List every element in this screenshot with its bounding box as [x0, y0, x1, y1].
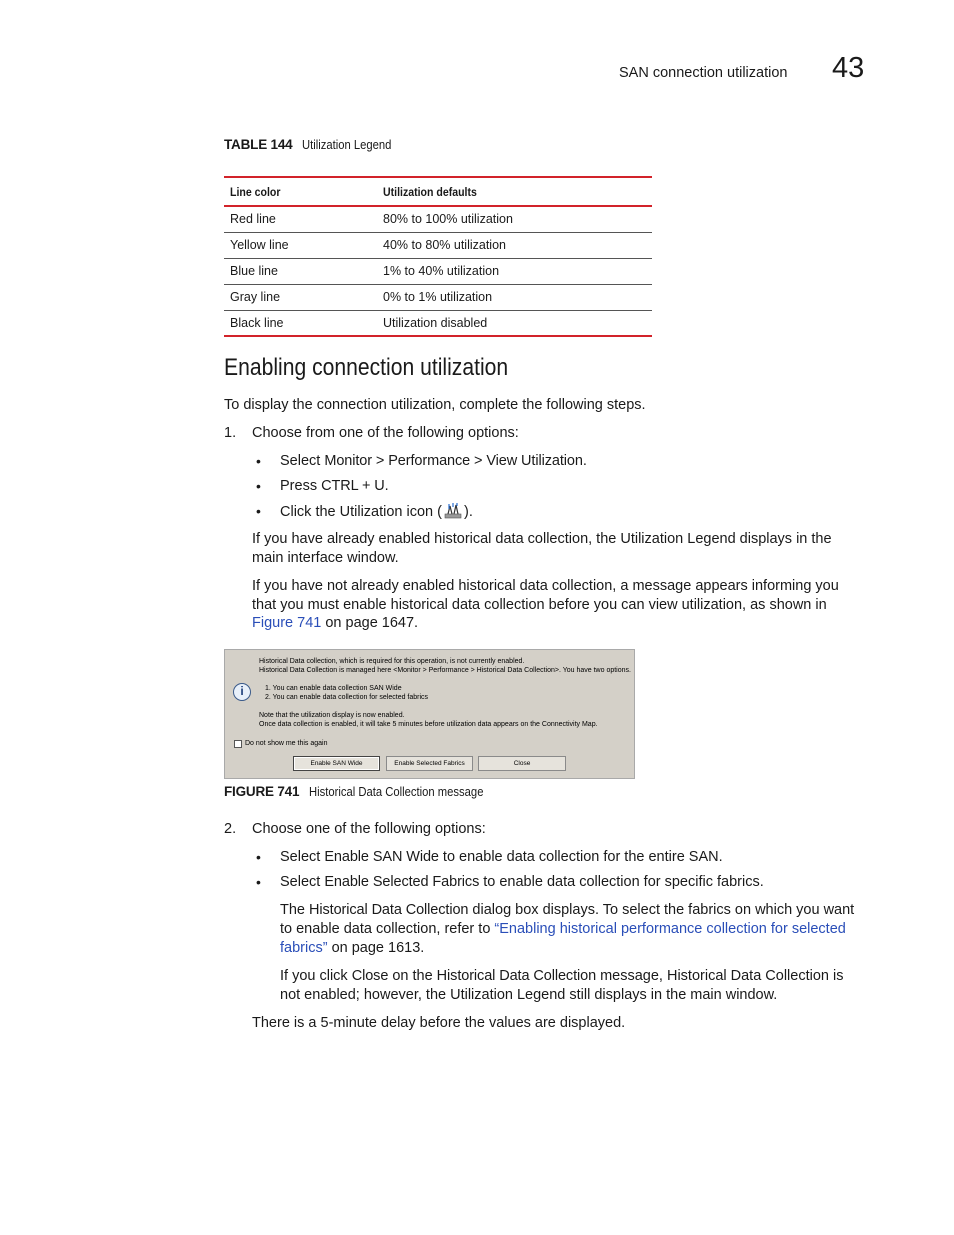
table-row: [224, 284, 652, 310]
table-row: [224, 310, 652, 336]
shortcut-text: CTRL + U: [321, 478, 385, 494]
figure-caption: [224, 783, 503, 799]
step-1-paragraph-1-line-1: If you have already enabled historical data collection, the Utilization Legend displays in the: [252, 531, 832, 547]
table-cell: Red line: [230, 212, 276, 227]
step-2-paragraph-1-line-2: to enable data collection, refer to “Enabling historical performance collection for selected: [280, 921, 846, 937]
figure-741-link[interactable]: Figure 741: [252, 615, 322, 631]
dialog-name-text: Historical Data Collection: [309, 902, 469, 918]
column-header-utilization-defaults: Utilization defaults: [383, 184, 477, 199]
step-1-paragraph-2-line-2: that you must enable historical data collection before you can view utilization, as shown in: [252, 597, 827, 613]
table-cell: Blue line: [230, 264, 278, 278]
utilization-legend-table: [224, 176, 652, 337]
info-icon: i: [233, 683, 251, 701]
dialog-message-line-1: Historical Data collection, which is required for this operation, is not currently enabled.: [259, 658, 525, 665]
table-cell: Gray line: [230, 290, 281, 304]
bullet-marker: •: [256, 874, 261, 890]
table-cell: 1% to 40% utilization: [383, 264, 500, 278]
step-2-bullet-1: Select Enable SAN Wide to enable data collection for the entire SAN.: [280, 849, 723, 865]
table-cell: 0% to 1% utilization: [383, 290, 493, 304]
step-2-paragraph-2-line-1: If you click Close on the Historical Data Collection message, Historical Data Collection is: [280, 968, 844, 984]
step-2-number: 2.: [224, 821, 237, 837]
column-header-line-color: Line color: [230, 184, 281, 199]
enable-san-wide-text: Enable SAN Wide: [324, 849, 439, 865]
dialog-message-line-2: Historical Data Collection is managed here <Monitor > Performance > Historical Data Collection>. You have two options.: [259, 667, 631, 674]
step-1-bullet-3: Click the Utilization icon ( ).: [280, 504, 473, 520]
table-header-row: [224, 177, 652, 206]
step-2-bullet-2: Select Enable Selected Fabrics to enable data collection for specific fabrics.: [280, 874, 764, 890]
step-1-paragraph-1-line-2: main interface window.: [252, 550, 399, 566]
enabling-historical-performance-link-continued[interactable]: fabrics”: [280, 940, 328, 956]
bullet-marker: •: [256, 849, 261, 865]
do-not-show-checkbox-label: Do not show me this again: [245, 740, 328, 747]
dialog-note-1: Note that the utilization display is now enabled.: [259, 712, 405, 719]
step-1-bullet-2: Press CTRL + U.: [280, 478, 389, 494]
bullet-marker: •: [256, 503, 261, 519]
table-row: [224, 232, 652, 258]
table-row: [224, 206, 652, 232]
section-heading: Enabling connection utilization: [224, 354, 509, 381]
historical-data-collection-dialog: [224, 649, 635, 779]
menu-path-text: Monitor > Performance > View Utilization: [324, 453, 583, 469]
utilization-icon: [444, 502, 462, 520]
step-2-paragraph-1-line-3: fabrics” on page 1613.: [280, 940, 425, 956]
enabling-historical-performance-link[interactable]: “Enabling historical performance collection for selected: [494, 921, 846, 937]
figure-label: FIGURE 741: [224, 784, 300, 799]
table-row: [224, 258, 652, 284]
close-text: Close: [351, 968, 389, 984]
step-1-number: 1.: [224, 425, 237, 441]
intro-paragraph: To display the connection utilization, complete the following steps.: [224, 397, 646, 413]
dialog-note-2: Once data collection is enabled, it will take 5 minutes before utilization data appears on the Connectivity Map.: [259, 721, 598, 728]
table-cell: 80% to 100% utilization: [383, 212, 513, 227]
table-cell: Utilization disabled: [383, 315, 488, 330]
bullet-marker: •: [256, 478, 261, 494]
step-2-paragraph-2-line-2: not enabled; however, the Utilization Legend still displays in the main window.: [280, 987, 778, 1003]
closing-paragraph: There is a 5-minute delay before the values are displayed.: [252, 1015, 626, 1031]
table-cell: 40% to 80% utilization: [383, 238, 506, 252]
table-title: Utilization Legend: [302, 138, 392, 152]
close-button[interactable]: Close: [478, 756, 566, 771]
step-2-paragraph-1-line-1: The Historical Data Collection dialog box displays. To select the fabrics on which you want: [280, 902, 855, 918]
message-name-text: Historical Data Collection: [436, 968, 597, 984]
figure-title: Historical Data Collection message: [309, 785, 484, 799]
chapter-number: 43: [832, 52, 865, 84]
table-cell: Black line: [230, 315, 284, 330]
step-2-text: Choose one of the following options:: [252, 821, 486, 837]
bullet-marker: •: [256, 453, 261, 469]
step-1-text: Choose from one of the following options:: [252, 425, 519, 441]
dialog-option-1: 1. You can enable data collection SAN Wide: [265, 685, 402, 692]
enable-selected-fabrics-button[interactable]: Enable Selected Fabrics: [386, 756, 473, 771]
step-1-paragraph-2-line-3: Figure 741 on page 1647.: [252, 615, 419, 631]
running-header-section-title: SAN connection utilization: [619, 65, 788, 81]
table-caption: [224, 136, 402, 152]
enable-san-wide-button[interactable]: Enable SAN Wide: [293, 756, 380, 771]
dialog-option-2: 2. You can enable data collection for selected fabrics: [265, 694, 429, 701]
enable-selected-fabrics-text: Enable Selected Fabrics: [324, 874, 480, 890]
table-cell: Yellow line: [230, 238, 289, 252]
do-not-show-checkbox[interactable]: [234, 740, 242, 748]
step-1-paragraph-2-line-1: If you have not already enabled historical data collection, a message appears informing you: [252, 578, 839, 594]
table-label: TABLE 144: [224, 137, 293, 152]
step-1-bullet-1: Select Monitor > Performance > View Utilization.: [280, 453, 587, 469]
